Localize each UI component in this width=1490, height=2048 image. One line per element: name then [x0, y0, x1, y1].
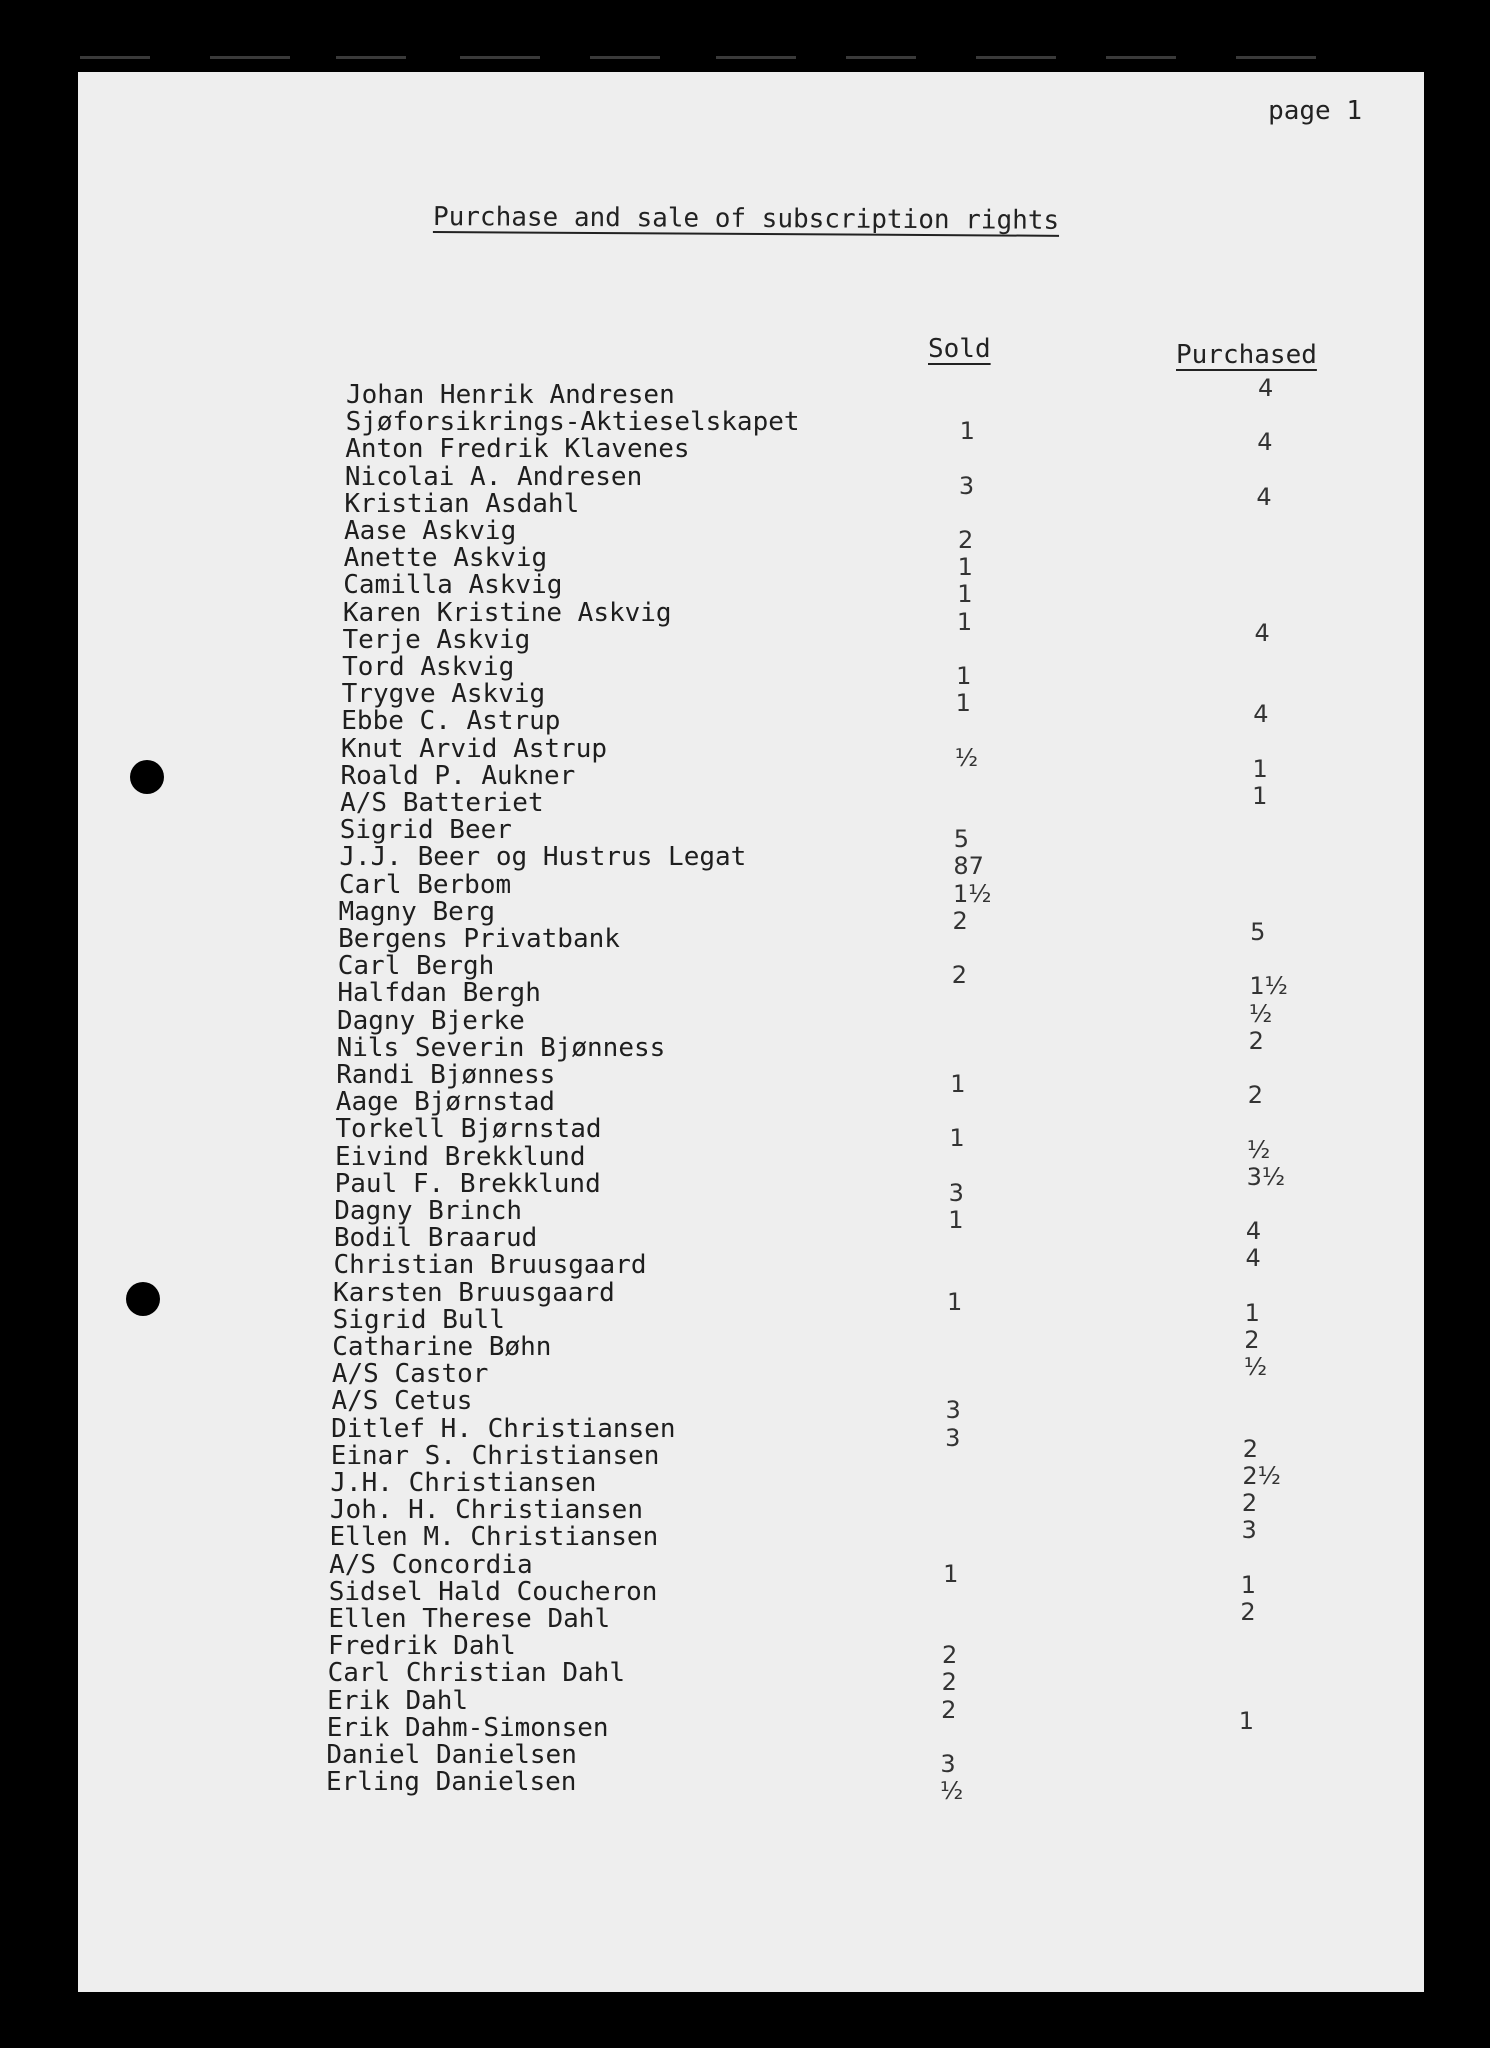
- entry-purchased-value: 2½: [1242, 1462, 1281, 1490]
- entry-sold-value: 5: [953, 825, 969, 854]
- entry-name: Christian Bruusgaard: [333, 1250, 647, 1281]
- entry-sold-value: 2: [941, 1641, 958, 1670]
- entry-purchased-value: 2: [1241, 1489, 1258, 1518]
- entry-name: Terje Askvig: [342, 624, 531, 655]
- entry-sold-value: 3: [940, 1750, 956, 1778]
- edge-mark: [716, 56, 796, 59]
- entry-name: J.H. Christiansen: [330, 1468, 597, 1498]
- entry-name: Paul F. Brekklund: [334, 1168, 601, 1199]
- entry-name: Bodil Braarud: [333, 1223, 538, 1254]
- entry-sold-value: 87: [953, 852, 984, 881]
- entry-name: A/S Cetus: [331, 1386, 473, 1417]
- entry-name: Carl Berbom: [338, 869, 512, 900]
- punch-hole: [126, 1282, 160, 1316]
- document-title: Purchase and sale of subscription rights: [432, 202, 1060, 236]
- edge-mark: [80, 56, 150, 59]
- entry-name: Carl Bergh: [337, 951, 495, 982]
- entry-name: Daniel Danielsen: [326, 1740, 577, 1770]
- entry-name: Magny Berg: [338, 896, 496, 927]
- entry-sold-value: 2: [952, 906, 968, 935]
- entry-name: Johan Henrik Andresen: [346, 380, 675, 410]
- entry-name: Ditlef H. Christiansen: [331, 1413, 676, 1444]
- edge-mark: [210, 56, 290, 59]
- entry-purchased-value: ½: [1247, 1135, 1271, 1164]
- entry-name: Anton Fredrik Klavenes: [345, 434, 690, 465]
- punch-hole: [130, 760, 164, 794]
- document-page: [78, 72, 1424, 1992]
- entry-purchased-value: 4: [1245, 1244, 1261, 1273]
- entry-name: Kristian Asdahl: [344, 488, 580, 519]
- entry-name: Torkell Bjørnstad: [335, 1114, 602, 1145]
- entry-name: Fredrik Dahl: [327, 1631, 516, 1662]
- entry-purchased-value: 1: [1252, 782, 1268, 810]
- entry-sold-value: 3: [945, 1423, 961, 1452]
- column-header-purchased: Purchased: [1176, 340, 1317, 370]
- entry-name: A/S Castor: [331, 1359, 489, 1390]
- entry-purchased-value: 2: [1244, 1326, 1260, 1354]
- entry-sold-value: 2: [951, 961, 968, 990]
- entry-name: A/S Batteriet: [340, 788, 544, 818]
- column-header-sold: Sold: [928, 334, 991, 364]
- entry-name: Dagny Brinch: [334, 1196, 523, 1226]
- edge-mark: [590, 56, 660, 59]
- entry-purchased-value: 4: [1254, 618, 1270, 647]
- entry-name: Nils Severin Bjønness: [336, 1032, 666, 1063]
- edge-mark: [1106, 56, 1176, 59]
- entry-purchased-value: 5: [1250, 918, 1266, 946]
- entry-purchased-value: 4: [1258, 374, 1274, 402]
- entry-name: A/S Concordia: [329, 1549, 533, 1580]
- entry-name: Nicolai A. Andresen: [344, 461, 643, 492]
- entry-name: Knut Arvid Astrup: [340, 733, 607, 764]
- entry-purchased-value: 3: [1241, 1516, 1257, 1545]
- entry-name: Sjøforsikrings-Aktieselskapet: [345, 407, 800, 438]
- entry-sold-value: 2: [958, 526, 974, 554]
- entry-name: Ebbe C. Astrup: [341, 706, 561, 737]
- entry-name: Roald P. Aukner: [340, 760, 576, 791]
- entry-purchased-value: 1: [1240, 1570, 1257, 1599]
- entry-purchased-value: 4: [1257, 428, 1273, 457]
- entry-name: Randi Bjønness: [336, 1060, 556, 1090]
- entry-name: Sigrid Beer: [339, 815, 512, 846]
- entry-sold-value: 1: [948, 1206, 964, 1234]
- entry-sold-value: ½: [940, 1777, 964, 1806]
- entry-name: Camilla Askvig: [343, 570, 563, 601]
- entry-name: J.J. Beer og Hustrus Legat: [339, 842, 747, 873]
- entry-name: Ellen Therese Dahl: [328, 1604, 611, 1634]
- entry-name: Carl Christian Dahl: [327, 1658, 625, 1689]
- entry-name: Tord Askvig: [342, 652, 515, 682]
- edge-mark: [336, 56, 406, 59]
- entry-name: Catharine Bøhn: [332, 1332, 552, 1362]
- entry-sold-value: 3: [948, 1178, 964, 1207]
- page-number: page 1: [1268, 96, 1362, 126]
- entry-name: Sigrid Bull: [332, 1304, 505, 1335]
- entry-sold-value: 1: [956, 607, 973, 636]
- entry-name: Aase Askvig: [344, 516, 517, 546]
- entry-purchased-value: 4: [1245, 1217, 1262, 1246]
- entry-sold-value: 1: [957, 553, 973, 582]
- edge-mark: [460, 56, 540, 59]
- entry-sold-value: 1: [956, 662, 972, 690]
- entry-sold-value: 3: [945, 1396, 961, 1425]
- entry-sold-value: 1: [950, 1070, 966, 1098]
- entry-name: Karsten Bruusgaard: [333, 1277, 615, 1308]
- entry-purchased-value: 2: [1242, 1434, 1258, 1463]
- entry-purchased-value: 1½: [1249, 972, 1288, 1001]
- entry-sold-value: 1: [957, 580, 973, 609]
- entry-name: Halfdan Bergh: [337, 978, 541, 1009]
- entry-name: Erik Dahm-Simonsen: [326, 1712, 609, 1743]
- entry-purchased-value: 2: [1248, 1026, 1264, 1055]
- entry-name: Ellen M. Christiansen: [329, 1522, 659, 1553]
- entry-name: Eivind Brekklund: [335, 1141, 586, 1172]
- entry-name: Trygve Askvig: [341, 679, 546, 710]
- entry-purchased-value: 2: [1240, 1598, 1256, 1626]
- entry-purchased-value: ½: [1248, 999, 1273, 1028]
- entry-name: Aage Bjørnstad: [335, 1087, 555, 1118]
- entry-name: Erik Dahl: [327, 1685, 469, 1716]
- entry-name: Erling Danielsen: [326, 1767, 577, 1798]
- entry-purchased-value: 4: [1256, 482, 1272, 511]
- entry-purchased-value: ½: [1243, 1353, 1268, 1382]
- entry-sold-value: 1: [949, 1124, 965, 1153]
- entry-name: Dagny Bjerke: [336, 1005, 525, 1036]
- entry-purchased-value: 1: [1252, 754, 1268, 783]
- entry-sold-value: 1: [943, 1559, 959, 1588]
- entry-name: Bergens Privatbank: [338, 924, 620, 954]
- entry-name: Einar S. Christiansen: [330, 1440, 660, 1471]
- entry-sold-value: 1: [947, 1287, 963, 1316]
- entry-name: Karen Kristine Askvig: [342, 597, 672, 628]
- entry-purchased-value: 4: [1253, 700, 1269, 729]
- edge-mark: [1236, 56, 1316, 59]
- entry-purchased-value: 1: [1244, 1298, 1260, 1327]
- entry-name: Anette Askvig: [343, 543, 548, 574]
- entry-name: Sidsel Hald Coucheron: [328, 1576, 658, 1607]
- entry-purchased-value: 3½: [1246, 1162, 1286, 1191]
- entry-sold-value: 2: [941, 1668, 957, 1697]
- edge-mark: [846, 56, 916, 59]
- entry-sold-value: 1½: [952, 879, 992, 908]
- entry-purchased-value: 1: [1238, 1706, 1255, 1735]
- entry-purchased-value: 2: [1247, 1081, 1264, 1110]
- entry-sold-value: 2: [941, 1695, 957, 1724]
- entry-name: Joh. H. Christiansen: [329, 1495, 643, 1526]
- edge-mark: [976, 56, 1056, 59]
- entry-sold-value: 1: [959, 417, 975, 446]
- entry-sold-value: 3: [958, 471, 975, 500]
- entry-sold-value: ½: [954, 743, 979, 772]
- entry-sold-value: 1: [955, 689, 971, 718]
